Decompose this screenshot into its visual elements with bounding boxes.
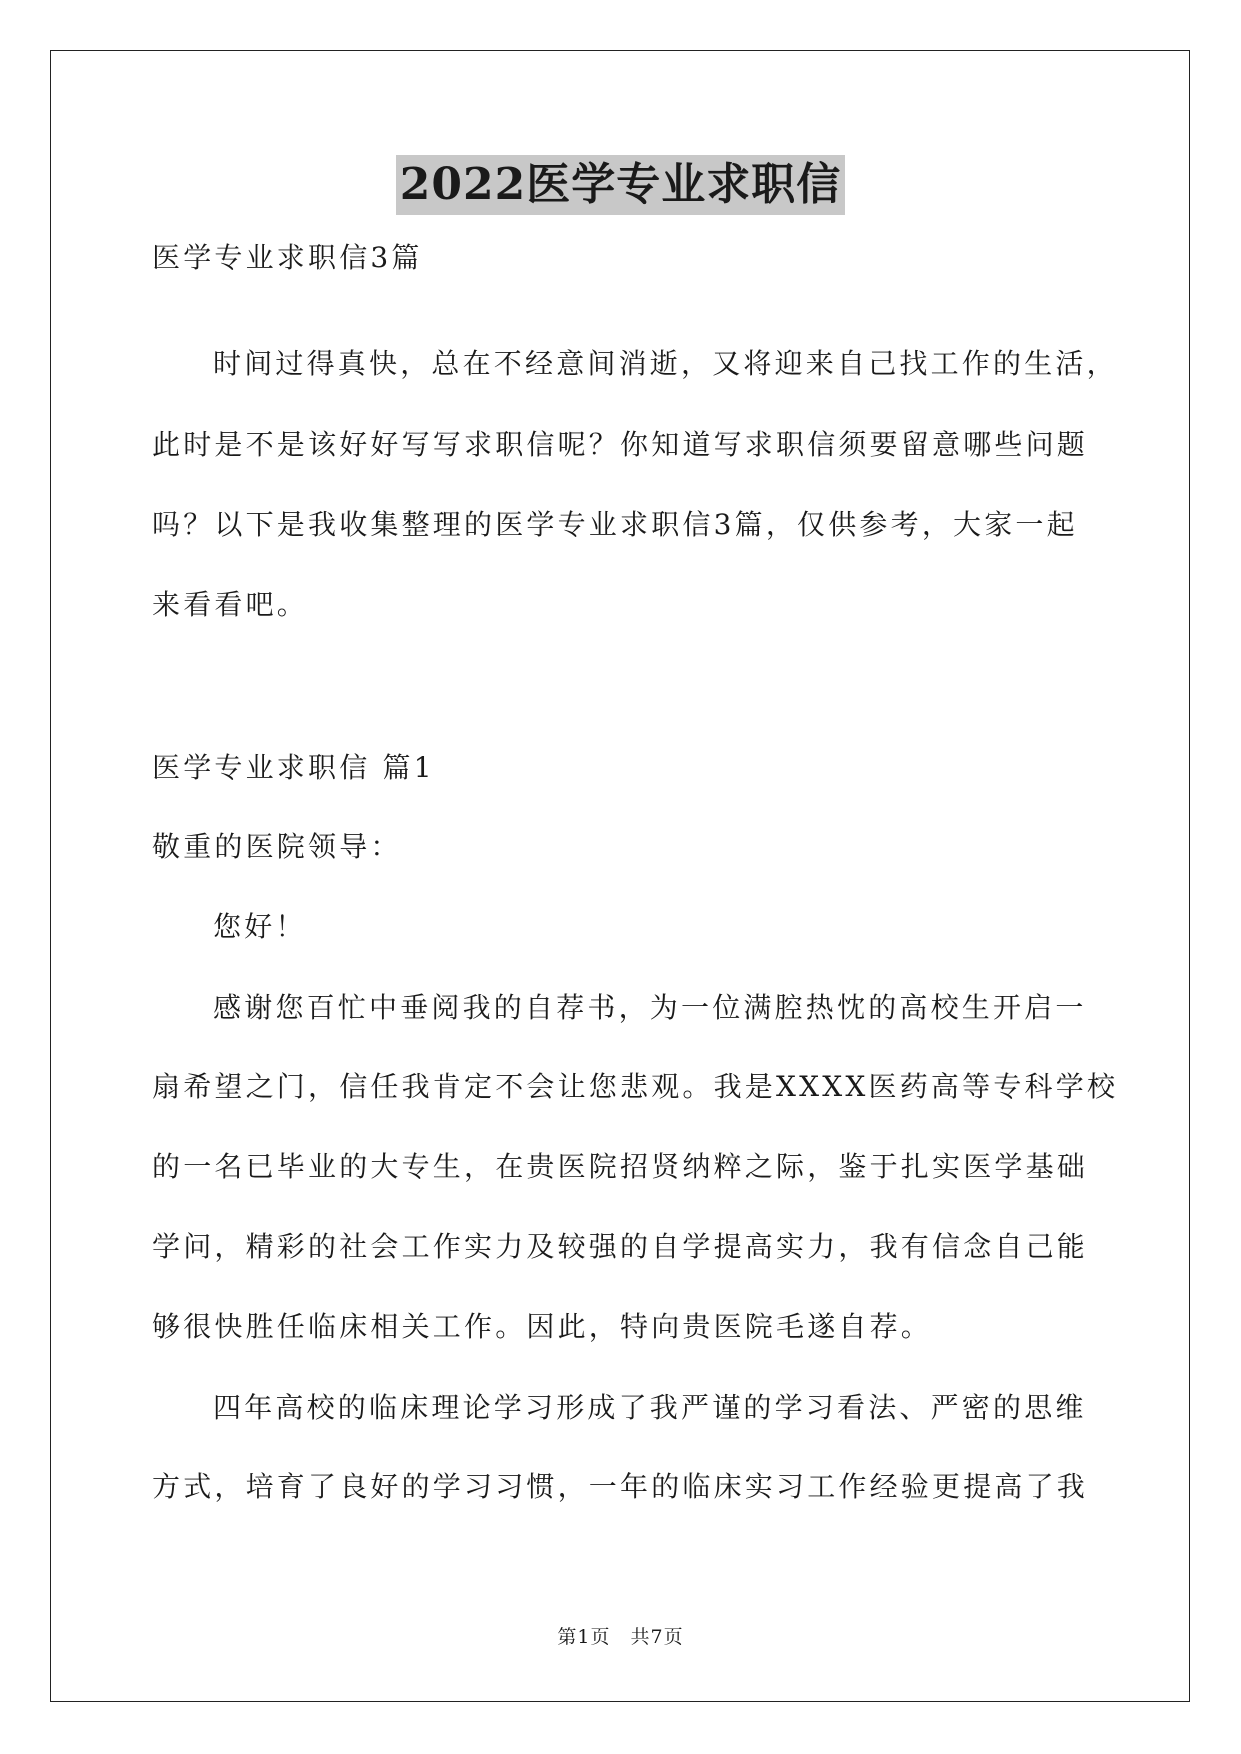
salutation: 敬重的医院领导：	[152, 830, 402, 863]
greeting: 您好！	[213, 910, 307, 943]
paragraph-line: 方式，培育了良好的学习习惯，一年的临床实习工作经验更提高了我	[152, 1470, 1089, 1503]
paragraph-line: 的一名已毕业的大专生，在贵医院招贤纳粹之际，鉴于扎实医学基础	[152, 1150, 1089, 1183]
section-heading: 医学专业求职信 篇1	[152, 751, 435, 784]
paragraph-line: 学问，精彩的社会工作实力及较强的自学提高实力，我有信念自己能	[152, 1230, 1089, 1263]
page-border	[50, 50, 1190, 1702]
intro-line: 此时是不是该好好写写求职信呢？你知道写求职信须要留意哪些问题	[152, 428, 1089, 461]
intro-line: 时间过得真快，总在不经意间消逝，又将迎来自己找工作的生活，	[213, 347, 1118, 380]
title-container	[0, 155, 1241, 215]
intro-line: 来看看吧。	[152, 588, 309, 621]
paragraph-line: 感谢您百忙中垂阅我的自荐书，为一位满腔热忱的高校生开启一	[213, 991, 1087, 1024]
document-title: 2022医学专业求职信	[396, 155, 845, 215]
page-number-footer: 第1页 共7页	[557, 1626, 684, 1648]
paragraph-line: 够很快胜任临床相关工作。因此，特向贵医院毛遂自荐。	[152, 1310, 933, 1343]
paragraph-line: 四年高校的临床理论学习形成了我严谨的学习看法、严密的思维	[213, 1391, 1087, 1424]
paragraph-line: 扇希望之门，信任我肯定不会让您悲观。我是XXXX医药高等专科学校	[152, 1070, 1119, 1103]
document-subtitle: 医学专业求职信3篇	[152, 241, 423, 274]
intro-line: 吗？以下是我收集整理的医学专业求职信3篇，仅供参考，大家一起	[152, 508, 1078, 541]
